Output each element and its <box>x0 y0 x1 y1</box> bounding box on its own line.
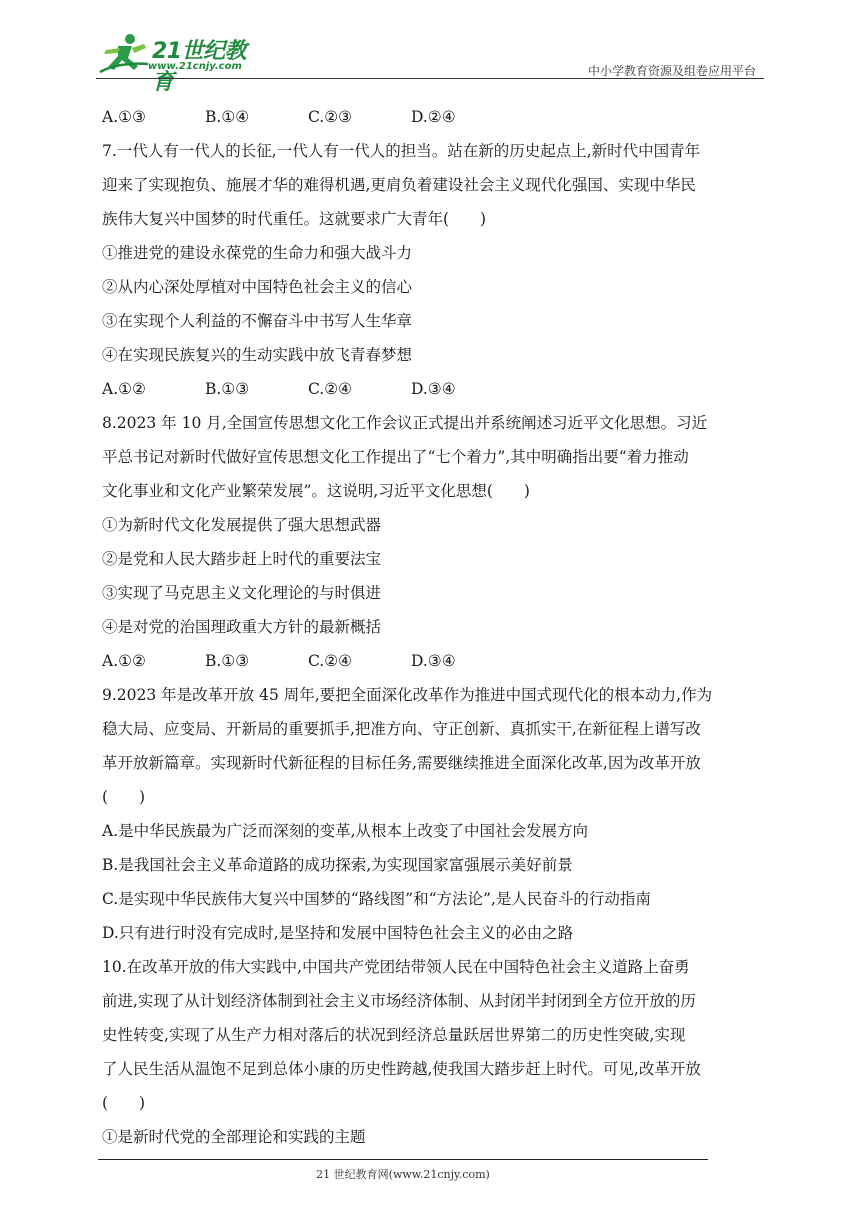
runner-logo-icon <box>98 32 152 74</box>
text-line: 7.一代人有一代人的长征,一代人有一代人的担当。站在新的历史起点上,新时代中国青年 <box>102 142 701 160</box>
answer-options <box>102 372 766 406</box>
answer-option[interactable]: B.①④ <box>205 108 250 126</box>
text-line: 文化事业和文化产业繁荣发展”。这说明,习近平文化思想( ) <box>102 482 530 500</box>
answer-option[interactable]: D.③④ <box>411 652 456 670</box>
text-line: B.是我国社会主义革命道路的成功探索,为实现国家富强展示美好前景 <box>102 856 573 874</box>
answer-option[interactable]: A.①③ <box>102 108 146 126</box>
footer-divider <box>98 1159 708 1160</box>
answer-option[interactable]: A.①② <box>102 652 146 670</box>
logo-text: 21世纪教育 <box>152 39 247 95</box>
text-line: 了人民生活从温饱不足到总体小康的历史性跨越,使我国大踏步赶上时代。可见,改革开放 <box>102 1060 701 1078</box>
text-line: 革开放新篇章。实现新时代新征程的目标任务,需要继续推进全面深化改革,因为改革开放 <box>102 754 701 772</box>
text-line: ( ) <box>102 788 146 806</box>
text-line: ③实现了马克思主义文化理论的与时俱进 <box>102 584 382 602</box>
exam-content <box>102 100 766 1154</box>
answer-options <box>102 100 766 134</box>
text-line: 10.在改革开放的伟大实践中,中国共产党团结带领人民在中国特色社会主义道路上奋勇 <box>102 958 690 976</box>
answer-option[interactable]: C.②④ <box>308 652 353 670</box>
page-footer: 21 世纪教育网(www.21cnjy.com) <box>316 1168 490 1181</box>
text-line: ③在实现个人利益的不懈奋斗中书写人生华章 <box>102 312 413 330</box>
site-logo[interactable] <box>96 30 266 95</box>
text-line: ( ) <box>102 1094 146 1112</box>
text-line: ①推进党的建设永葆党的生命力和强大战斗力 <box>102 244 413 262</box>
text-line: 8.2023 年 10 月,全国宣传思想文化工作会议正式提出并系统阐述习近平文化思想。习近 <box>102 414 708 432</box>
text-line: ①为新时代文化发展提供了强大思想武器 <box>102 516 382 534</box>
text-line: 史性转变,实现了从生产力相对落后的状况到经济总量跃居世界第二的历史性突破,实现 <box>102 1026 686 1044</box>
text-line: ④在实现民族复兴的生动实践中放飞青春梦想 <box>102 346 413 364</box>
logo-url: www.21cnjy.com <box>148 61 242 72</box>
header-divider <box>96 78 764 79</box>
page-header <box>96 30 764 95</box>
answer-option[interactable]: A.①② <box>102 380 146 398</box>
answer-option[interactable]: D.②④ <box>411 108 456 126</box>
answer-option[interactable]: C.②③ <box>308 108 353 126</box>
text-line: 9.2023 年是改革开放 45 周年,要把全面深化改革作为推进中国式现代化的根本动力,作为 <box>102 686 713 704</box>
text-line: C.是实现中华民族伟大复兴中国梦的“路线图”和“方法论”,是人民奋斗的行动指南 <box>102 890 651 908</box>
text-line: 族伟大复兴中国梦的时代重任。这就要求广大青年( ) <box>102 210 487 228</box>
answer-options <box>102 644 766 678</box>
text-line: 平总书记对新时代做好宣传思想文化工作提出了“七个着力”,其中明确指出要“着力推动 <box>102 448 689 466</box>
text-line: ②从内心深处厚植对中国特色社会主义的信心 <box>102 278 413 296</box>
text-line: ②是党和人民大踏步赶上时代的重要法宝 <box>102 550 382 568</box>
text-line: 前进,实现了从计划经济体制到社会主义市场经济体制、从封闭半封闭到全方位开放的历 <box>102 992 696 1010</box>
text-line: D.只有进行时没有完成时,是坚持和发展中国特色社会主义的必由之路 <box>102 924 574 942</box>
text-line: ④是对党的治国理政重大方针的最新概括 <box>102 618 382 636</box>
text-line: 稳大局、应变局、开新局的重要抓手,把准方向、守正创新、真抓实干,在新征程上谱写改 <box>102 720 701 738</box>
text-line: A.是中华民族最为广泛而深刻的变革,从根本上改变了中国社会发展方向 <box>102 822 589 840</box>
answer-option[interactable]: B.①③ <box>205 652 250 670</box>
answer-option[interactable]: C.②④ <box>308 380 353 398</box>
answer-option[interactable]: D.③④ <box>411 380 456 398</box>
text-line: ①是新时代党的全部理论和实践的主题 <box>102 1128 366 1146</box>
text-line: 迎来了实现抱负、施展才华的难得机遇,更肩负着建设社会主义现代化强国、实现中华民 <box>102 176 696 194</box>
platform-name: 中小学教育资源及组卷应用平台 <box>587 64 756 78</box>
answer-option[interactable]: B.①③ <box>205 380 250 398</box>
